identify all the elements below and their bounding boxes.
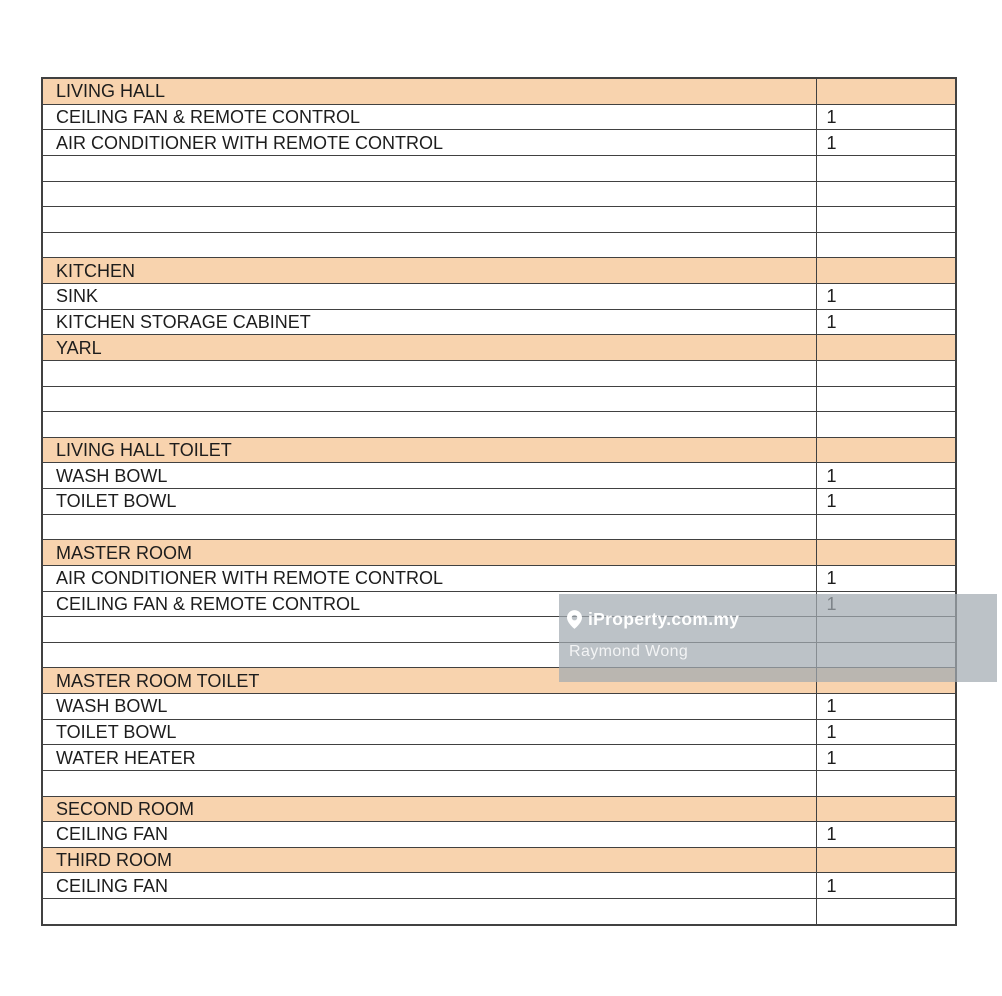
quantity-cell (816, 207, 956, 233)
section-name-cell: YARL (42, 335, 816, 361)
section-name-cell: KITCHEN (42, 258, 816, 284)
watermark-overlay (559, 594, 997, 682)
section-name-cell: MASTER ROOM (42, 540, 816, 566)
section-header-row (42, 796, 956, 822)
quantity-cell: 1 (816, 873, 956, 899)
empty-row (42, 514, 956, 540)
item-row (42, 489, 956, 515)
brand-name: iProperty.com.my (588, 609, 740, 629)
item-row (42, 104, 956, 130)
item-row (42, 565, 956, 591)
quantity-cell (816, 437, 956, 463)
item-name-cell (42, 232, 816, 258)
section-name-cell: SECOND ROOM (42, 796, 816, 822)
item-name-cell: CEILING FAN & REMOTE CONTROL (42, 104, 816, 130)
item-name-cell: WATER HEATER (42, 745, 816, 771)
quantity-cell: 1 (816, 130, 956, 156)
item-name-cell: TOILET BOWL (42, 719, 816, 745)
item-name-cell (42, 412, 816, 438)
item-name-cell (42, 207, 816, 233)
item-row (42, 284, 956, 310)
item-name-cell (42, 770, 816, 796)
section-name-cell: LIVING HALL (42, 78, 816, 104)
quantity-cell (816, 181, 956, 207)
item-name-cell: AIR CONDITIONER WITH REMOTE CONTROL (42, 130, 816, 156)
quantity-cell: 1 (816, 745, 956, 771)
quantity-cell (816, 78, 956, 104)
quantity-cell (816, 258, 956, 284)
item-name-cell: WASH BOWL (42, 694, 816, 720)
quantity-cell (816, 847, 956, 873)
empty-row (42, 412, 956, 438)
agent-name: Raymond Wong (569, 643, 689, 660)
item-row (42, 719, 956, 745)
quantity-cell (816, 796, 956, 822)
quantity-cell (816, 514, 956, 540)
location-pin-icon (567, 610, 582, 629)
item-name-cell: CEILING FAN & REMOTE CONTROL (42, 591, 816, 617)
item-name-cell: AIR CONDITIONER WITH REMOTE CONTROL (42, 565, 816, 591)
quantity-cell (816, 770, 956, 796)
item-name-cell: TOILET BOWL (42, 489, 816, 515)
empty-row (42, 360, 956, 386)
quantity-cell: 1 (816, 309, 956, 335)
empty-row (42, 181, 956, 207)
quantity-cell: 1 (816, 284, 956, 310)
quantity-cell (816, 360, 956, 386)
item-row (42, 873, 956, 899)
empty-row (42, 155, 956, 181)
item-row (42, 694, 956, 720)
quantity-cell (816, 412, 956, 438)
section-header-row (42, 540, 956, 566)
item-name-cell (42, 514, 816, 540)
item-name-cell (42, 899, 816, 925)
item-name-cell: WASH BOWL (42, 463, 816, 489)
quantity-cell (816, 540, 956, 566)
quantity-cell: 1 (816, 463, 956, 489)
empty-row (42, 899, 956, 925)
item-row (42, 130, 956, 156)
section-header-row (42, 437, 956, 463)
section-name-cell: THIRD ROOM (42, 847, 816, 873)
quantity-cell: 1 (816, 822, 956, 848)
section-header-row (42, 78, 956, 104)
section-header-row (42, 847, 956, 873)
section-header-row (42, 258, 956, 284)
item-row (42, 822, 956, 848)
section-name-cell: MASTER ROOM TOILET (42, 668, 816, 694)
empty-row (42, 386, 956, 412)
empty-row (42, 770, 956, 796)
section-header-row (42, 335, 956, 361)
quantity-cell (816, 899, 956, 925)
item-name-cell (42, 155, 816, 181)
item-name-cell (42, 360, 816, 386)
item-row (42, 463, 956, 489)
item-row (42, 309, 956, 335)
item-name-cell: SINK (42, 284, 816, 310)
inventory-table (41, 77, 957, 926)
item-name-cell: KITCHEN STORAGE CABINET (42, 309, 816, 335)
quantity-cell: 1 (816, 719, 956, 745)
empty-row (42, 207, 956, 233)
item-name-cell: CEILING FAN (42, 822, 816, 848)
empty-row (42, 232, 956, 258)
item-row (42, 745, 956, 771)
brand-logo (567, 609, 739, 630)
quantity-cell: 1 (816, 489, 956, 515)
item-name-cell (42, 386, 816, 412)
section-name-cell: LIVING HALL TOILET (42, 437, 816, 463)
quantity-cell (816, 155, 956, 181)
quantity-cell: 1 (816, 694, 956, 720)
quantity-cell (816, 386, 956, 412)
quantity-cell (816, 335, 956, 361)
item-name-cell: CEILING FAN (42, 873, 816, 899)
quantity-cell (816, 232, 956, 258)
quantity-cell: 1 (816, 565, 956, 591)
item-name-cell (42, 181, 816, 207)
inventory-table-body (42, 78, 956, 925)
quantity-cell: 1 (816, 104, 956, 130)
